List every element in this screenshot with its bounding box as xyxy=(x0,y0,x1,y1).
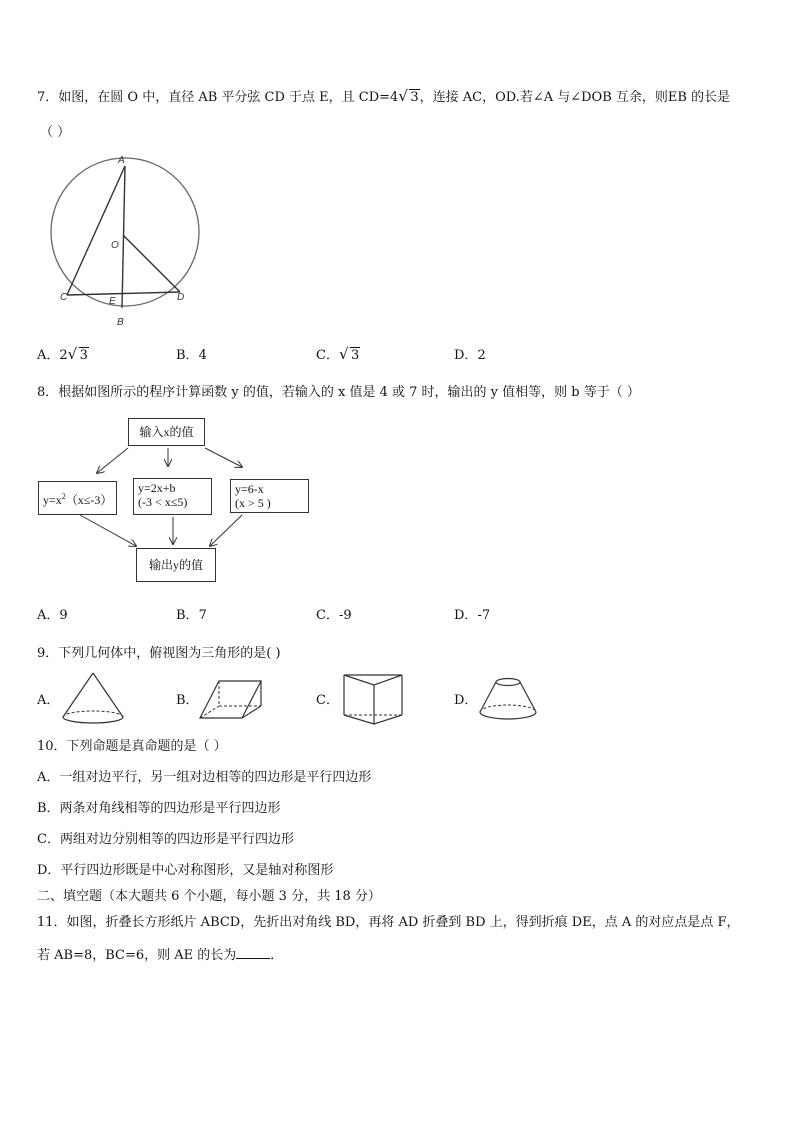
section-heading-fill-in: 二、填空题（本大题共 6 个小题，每小题 3 分，共 18 分） xyxy=(37,889,381,904)
label-d: D xyxy=(177,292,185,303)
sqrt-symbol: √ 3 xyxy=(338,345,360,363)
sqrt-arg: 3 xyxy=(79,348,88,363)
answer-blank[interactable] xyxy=(236,946,270,959)
flow-left-expr: y=x xyxy=(43,493,62,507)
q11-stem-part1: 若 AB=8，BC=6，则 AE 的长为 xyxy=(37,948,237,963)
triangular-prism-lying-icon xyxy=(197,676,265,722)
flow-right-condition: (x > 5 ) xyxy=(235,496,271,510)
frustum-icon xyxy=(476,674,540,724)
q10-option-b[interactable]: B．两条对角线相等的四边形是平行四边形 xyxy=(37,801,281,816)
option-value: 9 xyxy=(59,608,68,623)
label-e: E xyxy=(109,296,116,307)
flow-output-box: 输出y的值 xyxy=(136,548,216,582)
option-value: 4 xyxy=(198,348,207,363)
arrow-left-output xyxy=(80,515,136,546)
q8-option-b[interactable] xyxy=(176,607,207,625)
option-letter: B． xyxy=(176,608,199,623)
flow-left-exponent: 2 xyxy=(61,492,66,501)
q8-option-c[interactable] xyxy=(316,607,352,625)
q9-option-a-label[interactable]: A． xyxy=(37,693,60,708)
flow-mid-box xyxy=(133,478,212,515)
q11-stem-line2 xyxy=(37,946,283,965)
q11-stem-part2: ． xyxy=(270,948,284,963)
q9-option-c-label[interactable]: C． xyxy=(316,693,339,708)
flow-mid-expr: y=2x+b xyxy=(138,481,176,495)
arrow-right-output xyxy=(210,515,242,546)
q8-option-d[interactable] xyxy=(454,607,490,625)
arrow-input-right xyxy=(205,448,242,467)
arrow-input-left xyxy=(97,448,128,473)
q9-option-b-label[interactable]: B． xyxy=(176,693,199,708)
flow-input-box: 输入x的值 xyxy=(128,418,205,446)
q8-option-a[interactable] xyxy=(37,607,68,625)
label-a: A xyxy=(118,155,125,166)
flow-right-box xyxy=(230,479,309,513)
q7-stem-part1: 7．如图，在圆 O 中，直径 AB 平分弦 CD 于点 E，且 CD=4 xyxy=(37,90,399,105)
q8-stem: 8．根据如图所示的程序计算函数 y 的值，若输入的 x 值是 4 或 7 时，输出的 y 值相等，则 b 等于（ ） xyxy=(37,385,640,400)
option-letter: A． xyxy=(37,348,60,363)
sqrt-symbol: √ 3 xyxy=(67,345,88,363)
flow-right-expr: y=6-x xyxy=(235,482,264,496)
option-letter: A． xyxy=(37,608,60,623)
q10-option-a[interactable]: A．一组对边平行，另一组对边相等的四边形是平行四边形 xyxy=(37,770,372,785)
flow-left-condition: （x≤-3） xyxy=(65,493,113,507)
flow-left-box xyxy=(38,481,117,515)
q10-option-c[interactable]: C．两组对边分别相等的四边形是平行四边形 xyxy=(37,832,294,847)
q10-stem: 10．下列命题是真命题的是（ ） xyxy=(37,739,227,754)
option-prefix: 2 xyxy=(59,348,68,363)
label-o: O xyxy=(111,240,119,251)
option-value: -7 xyxy=(477,608,491,623)
q7-stem-part2: ，连接 AC，OD.若∠A 与∠DOB 互余，则EB 的长是 xyxy=(419,90,731,105)
q11-stem-line1: 11．如图，折叠长方形纸片 ABCD，先折出对角线 BD，再将 AD 折叠到 BD 上，得到折痕 DE，点 A 的对应点是点 F， xyxy=(37,915,740,930)
label-b: B xyxy=(117,317,124,328)
q7-answer-bracket: （ ） xyxy=(40,125,71,140)
option-letter: D． xyxy=(454,348,478,363)
option-letter: C． xyxy=(316,608,339,623)
option-letter: D． xyxy=(454,608,478,623)
sqrt-symbol: √ 3 xyxy=(398,87,419,105)
q9-stem: 9．下列几何体中，俯视图为三角形的是( ) xyxy=(37,646,281,661)
flow-mid-condition: (-3 < x≤5) xyxy=(138,495,188,509)
option-value: 7 xyxy=(198,608,207,623)
q9-option-d-label[interactable]: D． xyxy=(454,693,478,708)
triangular-prism-standing-icon xyxy=(340,671,406,727)
option-letter: B． xyxy=(176,348,199,363)
cone-icon xyxy=(60,670,126,726)
option-letter: C． xyxy=(316,348,339,363)
sqrt-arg: 3 xyxy=(410,90,419,105)
option-value: 2 xyxy=(477,348,486,363)
label-c: C xyxy=(60,292,68,303)
sqrt-arg: 3 xyxy=(350,348,360,363)
option-value: -9 xyxy=(338,608,352,623)
q10-option-d[interactable]: D．平行四边形既是中心对称图形，又是轴对称图形 xyxy=(37,863,334,878)
